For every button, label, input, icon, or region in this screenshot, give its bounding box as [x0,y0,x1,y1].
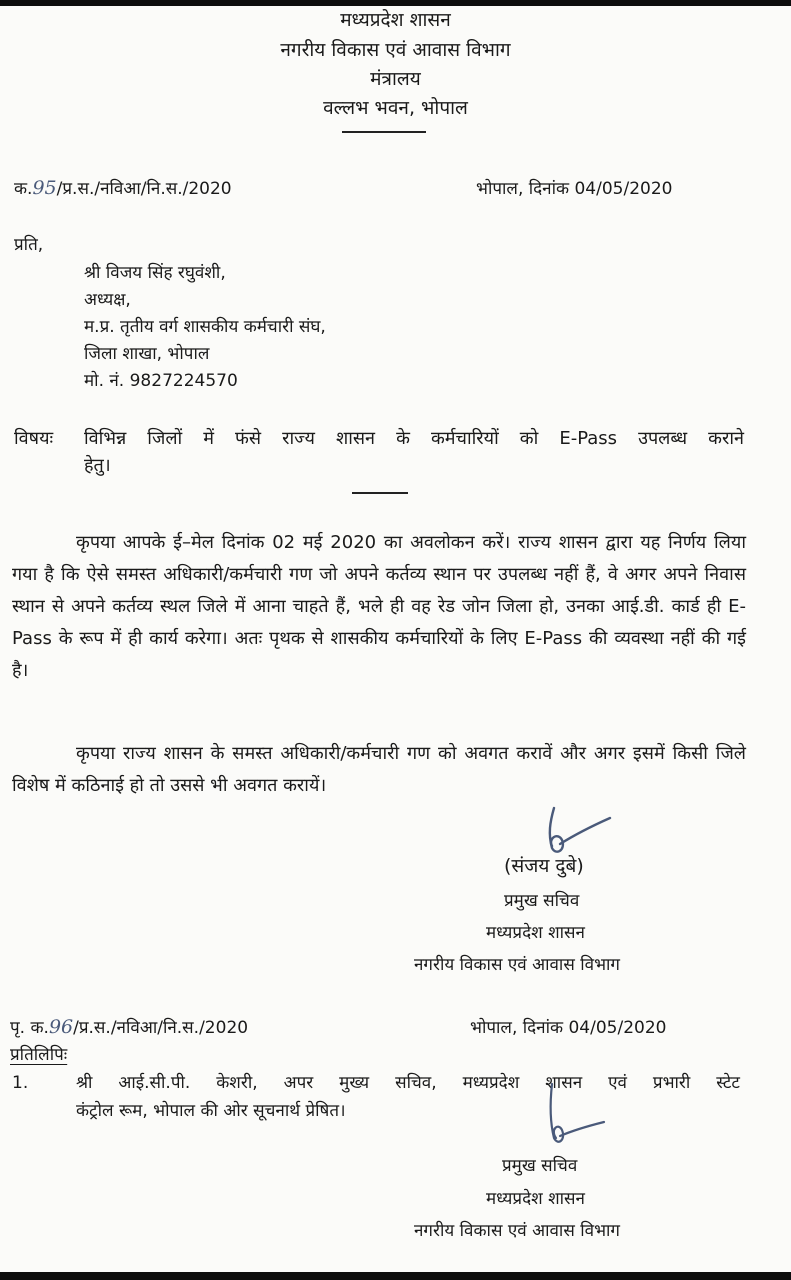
copy-handwritten-number: 96 [48,1016,74,1038]
subject-line-2: हेतु। [84,455,111,476]
reference-number [14,176,232,199]
signatory-org: मध्यप्रदेश शासन [486,923,585,943]
body-paragraph-2: कृपया राज्य शासन के समस्त अधिकारी/कर्मचारी गण को अवगत करावें और अगर इसमें किसी जिले विशेष में कठिनाई हो तो उससे भी अवगत करायें। [12,743,746,796]
ref-suffix: /प्र.स./नविआ/नि.स./2020 [56,179,232,199]
to-label: प्रति, [14,235,44,255]
copy-signatory-org: मध्यप्रदेश शासन [486,1189,585,1209]
header-divider [342,131,426,133]
recipient-branch: जिला शाखा, भोपाल [84,344,210,364]
header-state: मध्यप्रदेश शासन [340,9,451,31]
body-paragraph-1: कृपया आपके ई–मेल दिनांक 02 मई 2020 का अवलोकन करें। राज्य शासन द्वारा यह निर्णय लिया गया है कि ऐसे समस्त अधिकारी/कर्मचारी गण जो अपने कर्तव्य स्थान पर उपलब्ध नहीं हैं, वे अगर अपने निवास स्थान से अपने कर्तव्य स्थल जिले में आना चाहते हैं, भले ही वह रेड जोन जिला हो, उनका आई.डी. कार्ड ही E-Pass के रूप में ही कार्य करेगा। अतः पृथक से शासकीय कर्मचारियों के लिए E-Pass की व्यवस्था नहीं की गई है। [12,532,746,681]
copy-reference-date: भोपाल, दिनांक 04/05/2020 [470,1018,667,1038]
recipient-mobile: मो. नं. 9827224570 [84,371,238,391]
subject-line-1: विभिन्न जिलों में फंसे राज्य शासन के कर्मचारियों को E-Pass उपलब्ध कराने [84,428,744,449]
recipient-name: श्री विजय सिंह रघुवंशी, [84,263,226,283]
copy-item-line-2: कंट्रोल रूम, भोपाल की ओर सूचनार्थ प्रेषित। [76,1101,346,1121]
subject-label: विषयः [14,428,54,449]
copy-suffix: /प्र.स./नविआ/नि.स./2020 [73,1018,249,1038]
copy-label: प्रतिलिपिः [10,1045,68,1065]
signatory-department: नगरीय विकास एवं आवास विभाग [414,955,620,975]
ref-handwritten-number: 95 [32,177,57,199]
handwritten-initials [538,1082,608,1156]
copy-prefix: पृ. क. [10,1018,49,1038]
header-department: नगरीय विकास एवं आवास विभाग [280,39,511,61]
copy-reference-number [10,1015,248,1038]
subject-divider [352,492,408,494]
copy-item-number: 1. [12,1073,29,1093]
copy-signatory-title: प्रमुख सचिव [502,1156,578,1176]
signatory-title: प्रमुख सचिव [504,891,580,911]
header-mantralaya: मंत्रालय [370,68,421,90]
reference-date: भोपाल, दिनांक 04/05/2020 [476,179,673,199]
header-address: वल्लभ भवन, भोपाल [323,97,468,119]
bottom-edge-bar [0,1272,791,1280]
copy-signatory-department: नगरीय विकास एवं आवास विभाग [414,1221,620,1241]
copy-item-line-1: श्री आई.सी.पी. केशरी, अपर मुख्य सचिव, मध्यप्रदेश शासन एवं प्रभारी स्टेट [76,1073,740,1093]
signatory-name: (संजय दुबे) [504,855,584,877]
recipient-designation: अध्यक्ष, [84,290,131,310]
ref-prefix: क. [14,179,33,199]
recipient-organisation: म.प्र. तृतीय वर्ग शासकीय कर्मचारी संघ, [84,317,326,337]
